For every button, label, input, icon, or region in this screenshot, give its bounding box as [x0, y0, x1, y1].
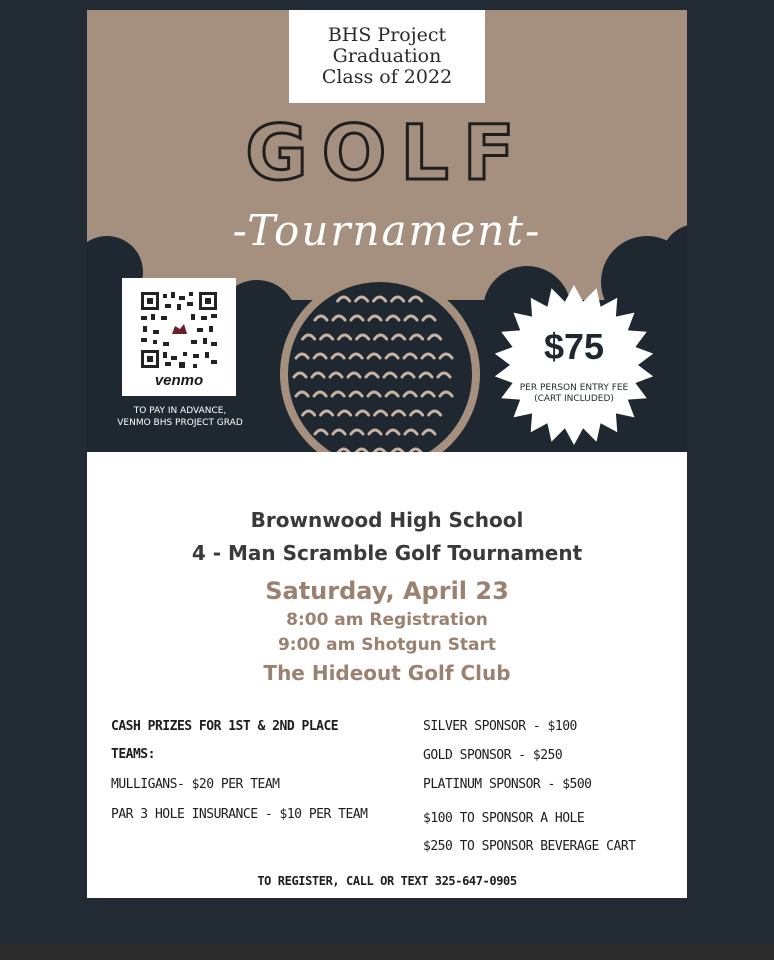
flyer: [87, 10, 687, 898]
event-date: Saturday, April 23: [265, 577, 509, 605]
venmo-caption-line-1: TO PAY IN ADVANCE,: [133, 406, 227, 416]
tournament-format: 4 - Man Scramble Golf Tournament: [191, 541, 583, 565]
mulligans-price: MULLIGANS- $20 PER TEAM: [111, 777, 280, 792]
gold-sponsor: GOLD SPONSOR - $250: [423, 748, 563, 763]
hole-sponsor: $100 TO SPONSOR A HOLE: [423, 811, 585, 826]
platinum-sponsor: PLATINUM SPONSOR - $500: [423, 777, 592, 792]
hero-section: [87, 10, 687, 452]
venue-name: The Hideout Golf Club: [263, 661, 511, 685]
venmo-caption-line-2: VENMO BHS PROJECT GRAD: [117, 418, 243, 428]
entry-fee-line-1: PER PERSON ENTRY FEE: [519, 383, 629, 393]
register-contact[interactable]: TO REGISTER, CALL OR TEXT 325-647-0905: [257, 874, 517, 888]
entry-fee-text: [492, 383, 656, 405]
cash-prizes-line-1: CASH PRIZES FOR 1ST & 2ND PLACE: [111, 719, 339, 734]
event-details: [87, 506, 687, 688]
venmo-label: venmo: [154, 372, 204, 389]
title-box: [289, 10, 485, 103]
golf-headline: GOLF: [245, 108, 529, 197]
entry-fee-line-2: (CART INCLUDED): [534, 394, 614, 404]
bottom-band: [0, 944, 774, 960]
school-name: Brownwood High School: [250, 508, 524, 532]
qr-code-icon: [139, 290, 219, 370]
title-line-1: BHS Project: [327, 24, 447, 46]
title-line-3: Class of 2022: [321, 66, 453, 88]
entry-price: $75: [543, 326, 605, 367]
shotgun-start-time: 9:00 am Shotgun Start: [277, 635, 497, 655]
beverage-cart-sponsor: $250 TO SPONSOR BEVERAGE CART: [423, 839, 636, 854]
hole-insurance-price: PAR 3 HOLE INSURANCE - $10 PER TEAM: [111, 807, 368, 822]
venmo-qr-card[interactable]: [122, 278, 236, 396]
registration-time: 8:00 am Registration: [286, 610, 488, 630]
title-line-2: Graduation: [332, 45, 442, 67]
tournament-headline: -Tournament-: [232, 206, 542, 255]
prizes-column: [111, 713, 381, 829]
sponsors-column: [423, 712, 683, 861]
venmo-caption: [105, 405, 255, 429]
cash-prizes-line-2: TEAMS:: [111, 747, 155, 762]
silver-sponsor: SILVER SPONSOR - $100: [423, 719, 577, 734]
